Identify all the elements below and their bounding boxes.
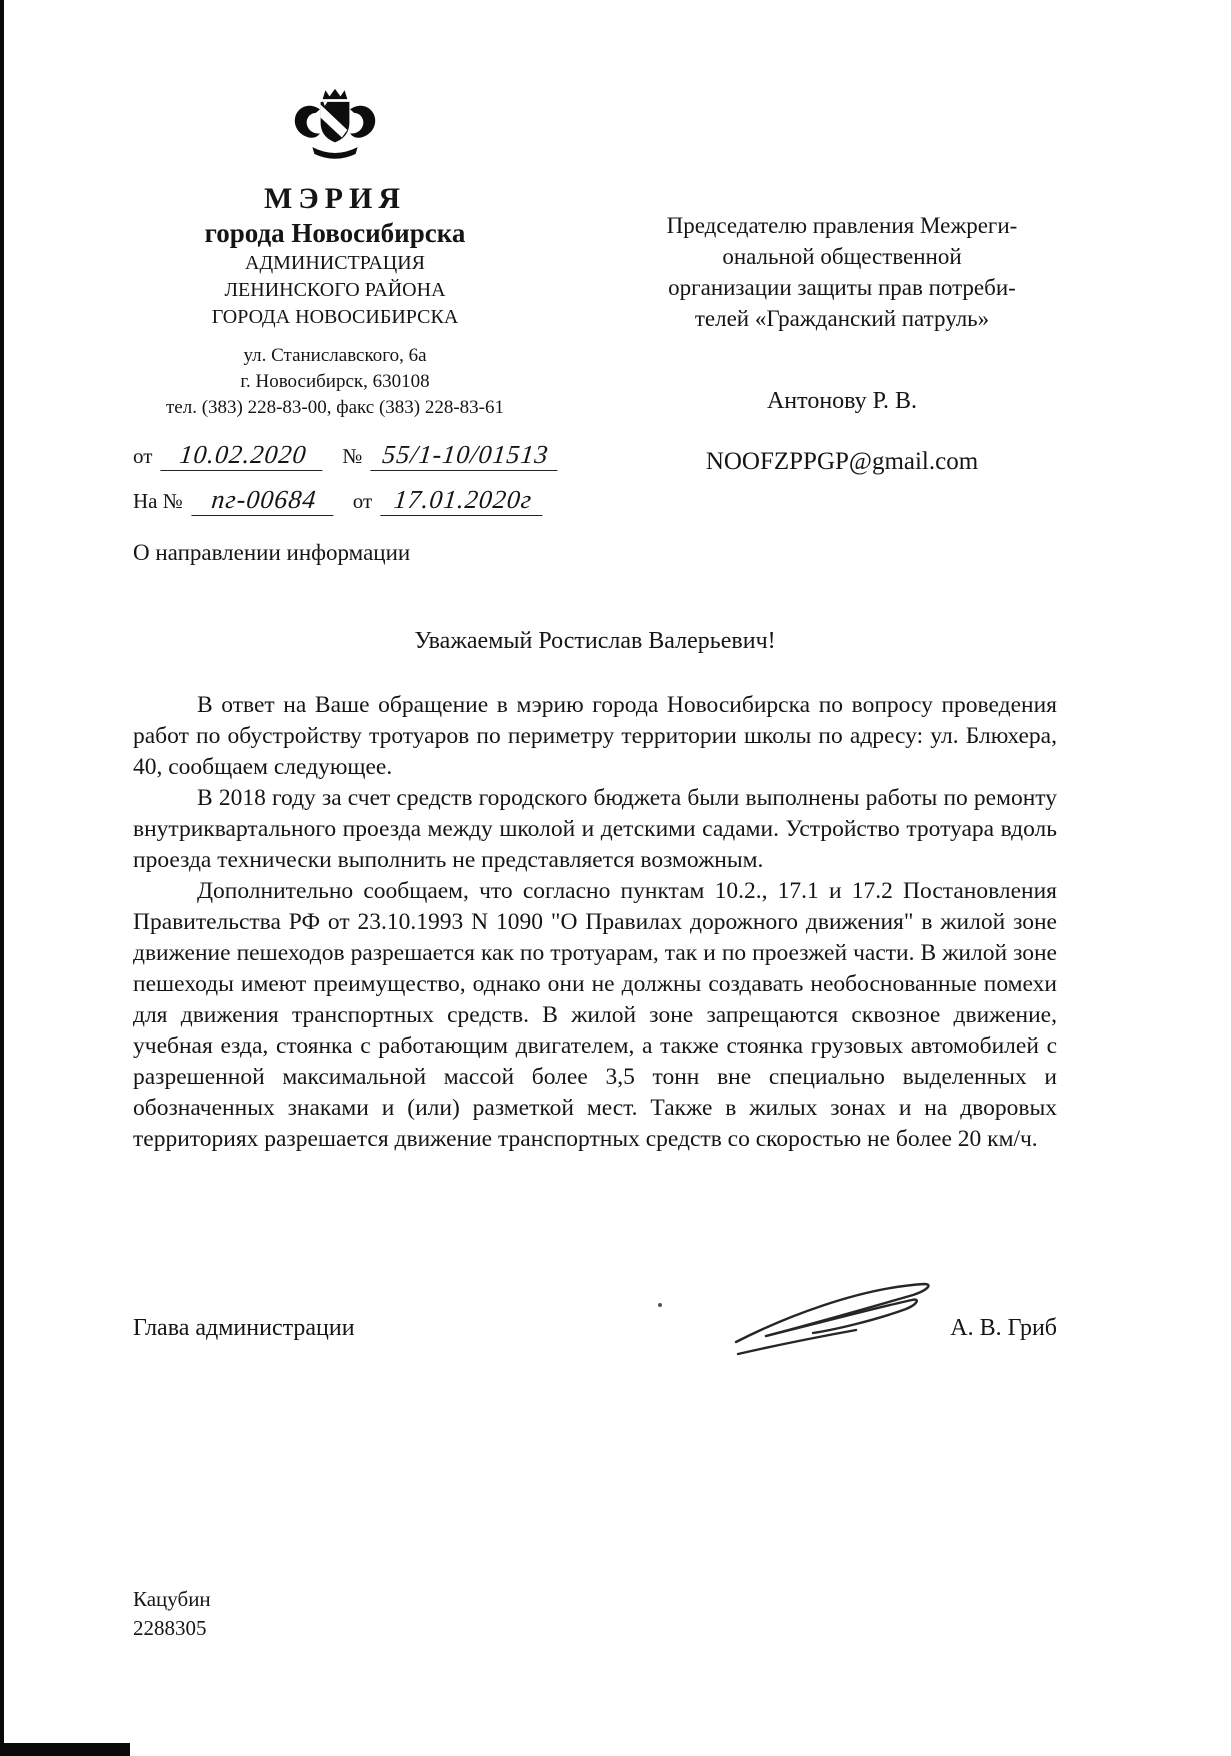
address-street: ул. Станиславского, 6а xyxy=(243,345,427,366)
recipient-line-4: телей «Гражданский патруль» xyxy=(694,306,990,331)
recipient-name: Антонову Р. В. xyxy=(766,388,918,414)
executor-block xyxy=(133,1585,211,1643)
coat-of-arms-icon xyxy=(130,88,540,172)
executor-phone: 2288305 xyxy=(133,1616,207,1640)
in-date-handwritten: 17.01.2020г xyxy=(381,485,546,516)
recipient-line-3: организации защиты прав потреби- xyxy=(668,275,1016,300)
body-paragraph-1: В ответ на Ваше обращение в мэрию города Новосибирска по вопросу проведения работ по обустройству тротуаров по периметру территории школы по адресу: ул. Блюхера, 40, сообщаем следующее. xyxy=(133,692,1057,780)
in-number-label: На № xyxy=(133,489,183,513)
scan-artifact-bottom-bar xyxy=(0,1743,130,1756)
letter-body xyxy=(133,690,1057,1155)
org-title: МЭРИЯ xyxy=(264,182,406,215)
out-date-handwritten: 10.02.2020 xyxy=(161,440,326,471)
salutation: Уважаемый Ростислав Валерьевич! xyxy=(414,628,776,654)
dept-line-1: АДМИНИСТРАЦИЯ xyxy=(245,252,425,274)
recipient-line-1: Председателю правления Межреги- xyxy=(666,213,1018,238)
subject-line: О направлении информации xyxy=(133,540,411,565)
contacts-line: тел. (383) 228-83-00, факс (383) 228-83-61 xyxy=(165,397,505,418)
body-paragraph-3: Дополнительно сообщаем, что согласно пунктам 10.2., 17.1 и 17.2 Постановления Правительства РФ от 23.10.1993 N 1090 "О Правилах дорожного движения" в жилой зоне движение пешеходов разрешается как по тротуарам, так и по проезжей части. В жилой зоне пешеходы имеют преимущество, однако они не должны создавать необоснованные помехи для движения транспортных средств. В жилой зоне запрещаются сквозное движение, учебная езда, стоянка с работающим двигателем, а также стоянка грузовых автомобилей с разрешенной максимальной массой более 3,5 тонн вне специально выделенных и обозначенных знаками и (или) разметкой мест. Также в жилых зонах и на дворовых территориях разрешается движение транспортных средств со скоростью не более 20 км/ч. xyxy=(133,878,1057,1152)
recipient-email: NOOFZPPGP@gmail.com xyxy=(705,448,979,475)
org-subtitle: города Новосибирска xyxy=(204,218,466,248)
scan-artifact-left-edge xyxy=(0,0,4,1756)
in-date-label: от xyxy=(352,489,373,513)
outgoing-reference-row xyxy=(133,440,603,471)
out-date-label: от xyxy=(133,444,153,468)
body-paragraph-2: В 2018 году за счет средств городского бюджета были выполнены работы по ремонту внутриквартального проезда между школой и детскими садами. Устройство тротуара вдоль проезда технически выполнить не представляется возможным. xyxy=(133,785,1057,873)
recipient-line-2: ональной общественной xyxy=(722,244,962,269)
reference-block xyxy=(133,440,603,530)
signer-name: А. В. Гриб xyxy=(950,1315,1057,1341)
incoming-reference-row xyxy=(133,485,603,516)
scan-artifact-speck xyxy=(658,1303,662,1307)
recipient-address-block xyxy=(612,210,1072,334)
number-label: № xyxy=(342,444,363,468)
executor-name: Кацубин xyxy=(133,1587,211,1611)
address-city: г. Новосибирск, 630108 xyxy=(240,371,430,392)
out-number-handwritten: 55/1-10/01513 xyxy=(371,440,561,471)
signer-position: Глава администрации xyxy=(133,1315,355,1341)
dept-line-2: ЛЕНИНСКОГО РАЙОНА xyxy=(224,279,446,301)
address-block xyxy=(130,343,540,421)
handwritten-signature-icon xyxy=(728,1270,938,1365)
letterhead xyxy=(130,88,540,421)
dept-line-3: ГОРОДА НОВОСИБИРСКА xyxy=(211,306,459,328)
in-number-handwritten: пг-00684 xyxy=(191,485,336,516)
